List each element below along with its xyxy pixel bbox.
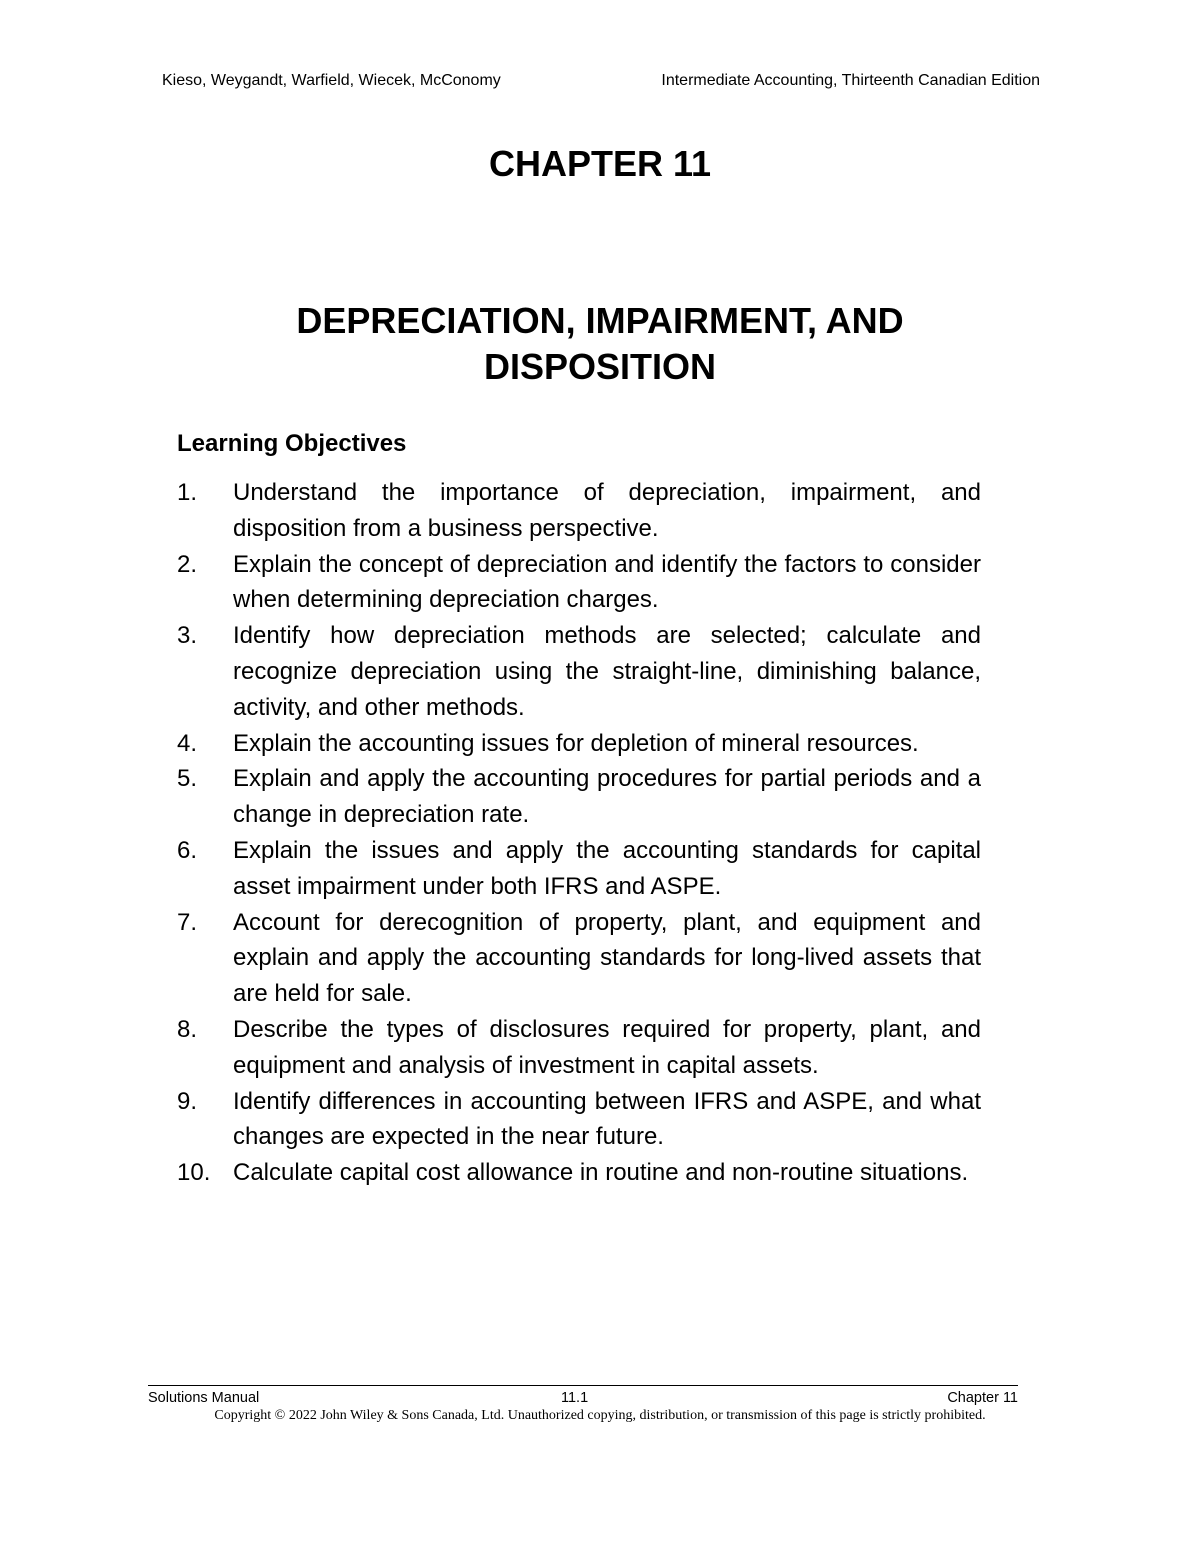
objective-number: 9.	[177, 1087, 198, 1115]
learning-objective	[177, 618, 981, 725]
chapter-title	[200, 298, 1000, 390]
objective-text: Explain the concept of depreciation and identify the factors to consider when determining depreciation charges.	[233, 550, 981, 614]
learning-objective	[177, 475, 981, 547]
learning-objective	[177, 833, 981, 905]
footer-manual-label: Solutions Manual	[148, 1390, 260, 1406]
header-authors: Kieso, Weygandt, Warfield, Wiecek, McConomy	[162, 72, 501, 89]
chapter-number: CHAPTER 11	[488, 143, 712, 184]
objective-text: Account for derecognition of property, plant, and equipment and explain and apply the accounting standards for long-lived assets that are held for sale.	[233, 908, 981, 1008]
objective-text: Understand the importance of depreciation, impairment, and disposition from a business perspective.	[233, 479, 981, 542]
objective-text: Describe the types of disclosures required for property, plant, and equipment and analysis of investment in capital assets.	[233, 1015, 981, 1079]
objective-number: 3.	[177, 622, 198, 650]
learning-objective	[177, 1012, 981, 1084]
objective-number: 5.	[177, 765, 198, 793]
learning-objective	[177, 1084, 981, 1156]
page-footer	[148, 1385, 1018, 1408]
objective-number: 2.	[177, 550, 198, 578]
footer-chapter-label: Chapter 11	[947, 1390, 1018, 1406]
header-book-title: Intermediate Accounting, Thirteenth Canadian Edition	[661, 72, 1040, 89]
objective-number: 6.	[177, 836, 198, 864]
copyright-notice: Copyright © 2022 John Wiley & Sons Canada, Ltd. Unauthorized copying, distribution, or transmission of this page is strictly prohibited.	[214, 1408, 986, 1423]
objective-number: 1.	[177, 479, 198, 506]
objective-text: Identify differences in accounting between IFRS and ASPE, and what changes are expected in the near future.	[233, 1087, 981, 1151]
learning-objectives-heading: Learning Objectives	[177, 430, 407, 457]
objective-text: Explain the issues and apply the accounting standards for capital asset impairment under both IFRS and ASPE.	[233, 836, 981, 900]
learning-objective	[177, 547, 981, 619]
footer-divider	[148, 1385, 1018, 1386]
objective-number: 4.	[177, 729, 198, 757]
objective-text: Explain and apply the accounting procedures for partial periods and a change in depreciation rate.	[233, 765, 981, 829]
objective-text: Identify how depreciation methods are selected; calculate and recognize depreciation using the straight-line, diminishing balance, activity, and other methods.	[233, 622, 981, 721]
objective-text: Explain the accounting issues for depletion of mineral resources.	[233, 729, 919, 757]
learning-objective	[177, 1155, 981, 1191]
chapter-title-line-2: DISPOSITION	[483, 346, 717, 387]
objective-number: 10.	[177, 1159, 211, 1187]
objective-number: 7.	[177, 908, 198, 936]
learning-objectives-list	[177, 475, 981, 1191]
chapter-title-line-1: DEPRECIATION, IMPAIRMENT, AND	[296, 300, 904, 341]
running-header	[162, 70, 1040, 92]
learning-objective	[177, 761, 981, 833]
learning-objective	[177, 726, 981, 762]
footer-row	[148, 1388, 1018, 1408]
objective-number: 8.	[177, 1015, 198, 1043]
objective-text: Calculate capital cost allowance in routine and non-routine situations.	[233, 1159, 969, 1187]
learning-objective	[177, 905, 981, 1012]
footer-page-number: 11.1	[561, 1390, 589, 1406]
